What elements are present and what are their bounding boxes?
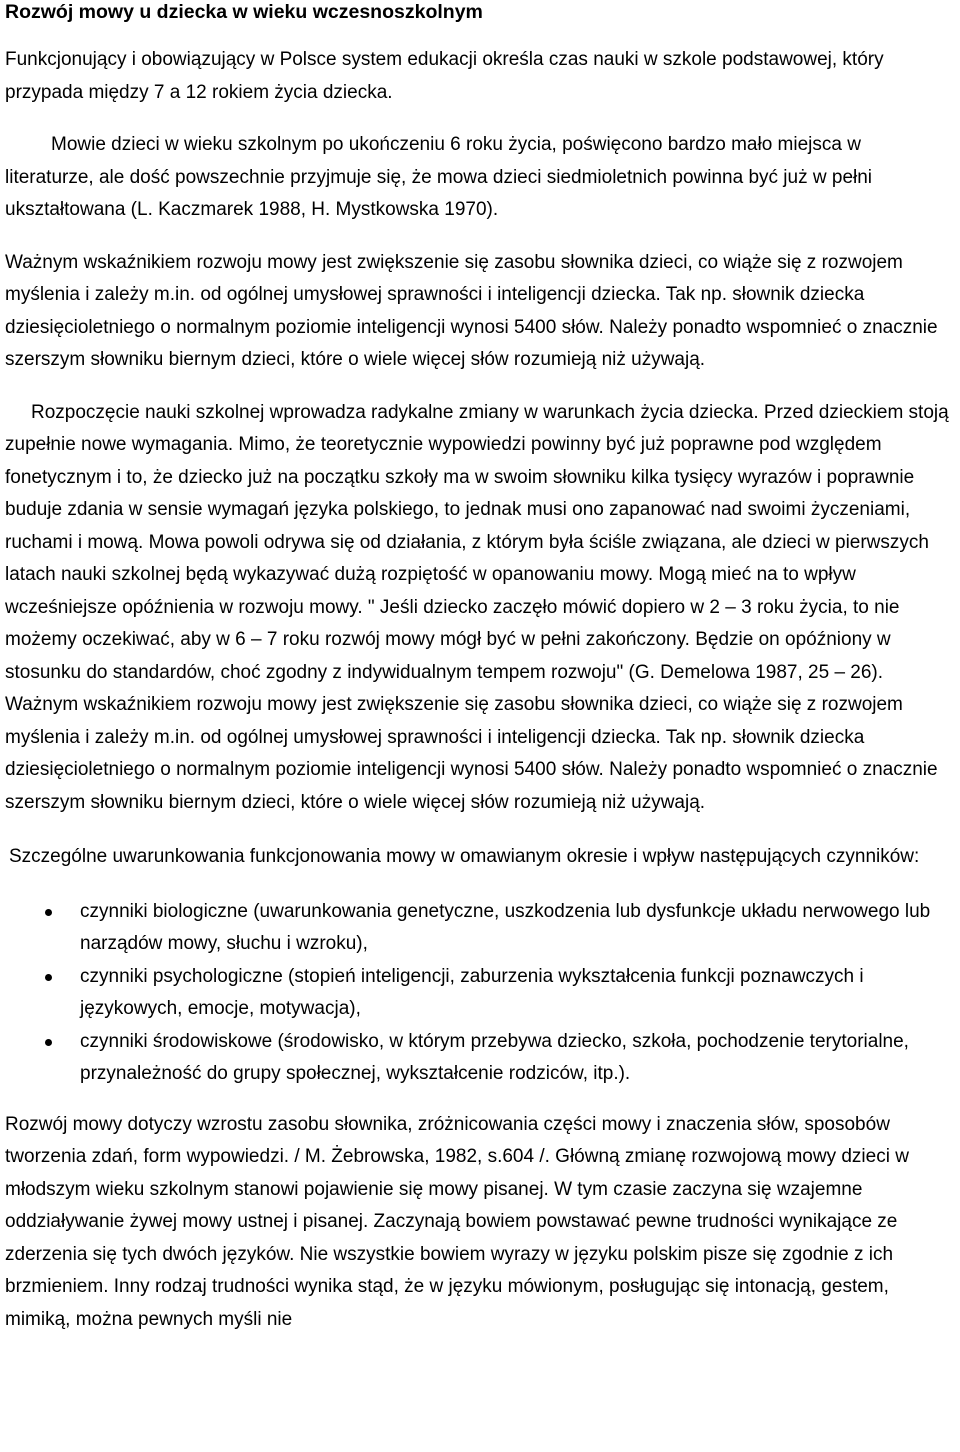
paragraph-intro: Funkcjonujący i obowiązujący w Polsce system edukacji określa czas nauki w szkole podstawowej, który przypada między 7 a 12 rokiem życia dziecka. xyxy=(5,49,884,103)
bullet-icon xyxy=(45,909,52,916)
factor-biological: czynniki biologiczne (uwarunkowania genetyczne, uszkodzenia lub dysfunkcje układu nerwowego lub narządów mowy, słuchu i wzroku), xyxy=(80,900,931,954)
paragraph-closing: Rozwój mowy dotyczy wzrostu zasobu słownika, zróżnicowania części mowy i znaczenia słów, sposobów tworzenia zdań, form wypowiedzi. / M. Żebrowska, 1982, s.604 /. Główną zmianę rozwojową mowy dzieci w młodszym wieku szkolnym stanowi pojawienie się mowy pisanej. W tym czasie zaczyna się wzajemne oddziaływanie żywej mowy ustnej i pisanej. Zaczynają bowiem powstawać pewne trudności wynikające ze zderzenia się tych dwóch języków. Nie wszystkie bowiem wyrazy w języku polskim pisze się zgodnie z ich brzmieniem. Inny rodzaj trudności wynika stąd, że w języku mówionym, posługując się intonacją, gestem, mimiką, można pewnych myśli nie xyxy=(5,1113,909,1330)
factor-psychological: czynniki psychologiczne (stopień inteligencji, zaburzenia wykształcenia funkcji poznawczych i językowych, emocje, motywacja), xyxy=(80,965,864,1019)
bullet-icon xyxy=(45,974,52,981)
factor-environmental: czynniki środowiskowe (środowisko, w którym przebywa dziecko, szkoła, pochodzenie terytorialne, przynależność do grupy społecznej, wykształcenie rodziców, itp.). xyxy=(80,1030,909,1084)
paragraph-factors-intro: Szczególne uwarunkowania funkcjonowania mowy w omawianym okresie i wpływ następujących czynników: xyxy=(9,846,920,867)
list-item xyxy=(5,1026,952,1091)
document-title: Rozwój mowy u dziecka w wieku wczesnoszkolnym xyxy=(5,1,483,23)
list-item xyxy=(5,961,952,1026)
factors-list xyxy=(5,896,952,1091)
paragraph-school-age-speech: Mowie dzieci w wieku szkolnym po ukończeniu 6 roku życia, poświęcono bardzo mało miejsca w literaturze, ale dość powszechnie przyjmuje się, że mowa dzieci siedmioletnich powinna być już w pełni ukształtowana (L. Kaczmarek 1988, H. Mystkowska 1970). xyxy=(5,134,873,220)
list-item xyxy=(5,896,952,961)
paragraph-school-start: Rozpoczęcie nauki szkolnej wprowadza radykalne zmiany w warunkach życia dziecka. Przed dzieckiem stoją zupełnie nowe wymagania. Mimo, że teoretycznie wypowiedzi powinny być już poprawne pod względem fonetycznym i to, że dziecko już na początku szkoły ma w swoim słowniku kilka tysięcy wyrazów i poprawnie buduje zdania w sensie wymagań języka polskiego, to jednak musi ono zapanować nad swoimi życzeniami, ruchami i mową. Mowa powoli odrywa się od działania, z którym była ściśle związana, ale dzieci w pierwszych latach nauki szkolnej będą wykazywać dużą rozpiętość w opanowaniu mowy. Mogą mieć na to wpływ wcześniejsze opóźnienia w rozwoju mowy. " Jeśli dziecko zaczęło mówić dopiero w 2 – 3 roku życia, to nie możemy oczekiwać, aby w 6 – 7 roku rozwój mowy mógł być w pełni zakończony. Będzie on opóźniony w stosunku do standardów, choć zgodny z indywidualnym tempem rozwoju" (G. Demelowa 1987, 25 – 26). Ważnym wskaźnikiem rozwoju mowy jest zwiększenie się zasobu słownika dzieci, co wiąże się z rozwojem myślenia i zależy m.in. od ogólnej umysłowej sprawności i inteligencji dziecka. Tak np. słownik dziecka dziesięcioletniego o normalnym poziomie inteligencji wynosi 5400 słów. Należy ponadto wspomnieć o znacznie szerszym słowniku biernym dzieci, które o wiele więcej słów rozumieją niż używają. xyxy=(5,401,949,813)
bullet-icon xyxy=(45,1039,52,1046)
paragraph-vocabulary: Ważnym wskaźnikiem rozwoju mowy jest zwiększenie się zasobu słownika dzieci, co wiąże się z rozwojem myślenia i zależy m.in. od ogólnej umysłowej sprawności i inteligencji dziecka. Tak np. słownik dziecka dziesięcioletniego o normalnym poziomie inteligencji wynosi 5400 słów. Należy ponadto wspomnieć o znacznie szerszym słowniku biernym dzieci, które o wiele więcej słów rozumieją niż używają. xyxy=(5,251,938,370)
